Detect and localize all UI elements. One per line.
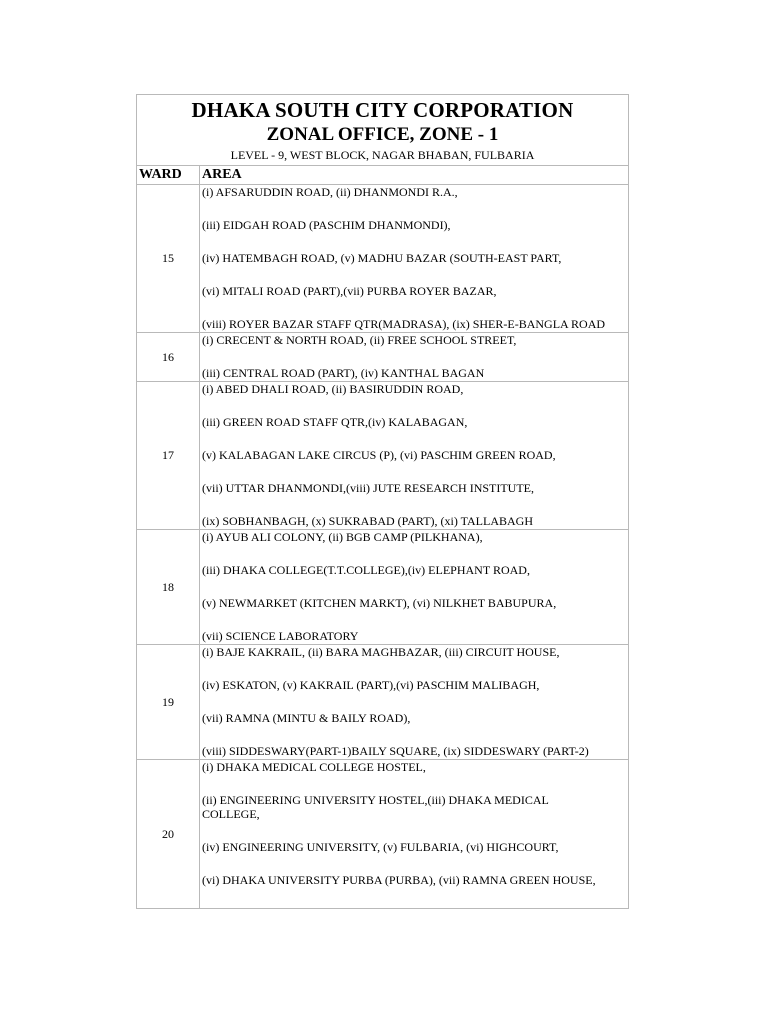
table-row — [137, 382, 629, 530]
area-line: COLLEGE, — [202, 807, 260, 821]
ward-number: 19 — [137, 645, 200, 760]
area-line: (i) AFSARUDDIN ROAD, (ii) DHANMONDI R.A., — [202, 185, 458, 199]
area-line: (iv) ESKATON, (v) KAKRAIL (PART),(vi) PASCHIM MALIBAGH, — [202, 678, 540, 692]
area-line: (v) NEWMARKET (KITCHEN MARKT), (vi) NILKHET BABUPURA, — [202, 596, 557, 610]
document-subtitle: ZONAL OFFICE, ZONE - 1 — [266, 124, 499, 145]
area-line: (iv) HATEMBAGH ROAD, (v) MADHU BAZAR (SOUTH-EAST PART, — [202, 251, 562, 265]
area-line: (v) KALABAGAN LAKE CIRCUS (P), (vi) PASCHIM GREEN ROAD, — [202, 448, 556, 462]
area-list — [200, 333, 629, 382]
ward-number: 15 — [137, 185, 200, 333]
area-line: (i) AYUB ALI COLONY, (ii) BGB CAMP (PILKHANA), — [202, 530, 483, 544]
ward-number: 16 — [137, 333, 200, 382]
area-line: (viii) SIDDESWARY(PART-1)BAILY SQUARE, (ix) SIDDESWARY (PART-2) — [202, 744, 589, 758]
area-line: (ii) ENGINEERING UNIVERSITY HOSTEL,(iii) DHAKA MEDICAL — [202, 793, 549, 807]
area-list — [200, 185, 629, 333]
column-header-row — [137, 166, 629, 185]
area-line: (vi) MITALI ROAD (PART),(vii) PURBA ROYER BAZAR, — [202, 284, 497, 298]
header-row — [137, 95, 629, 166]
table-row — [137, 530, 629, 645]
table-row — [137, 333, 629, 382]
area-line: (vii) RAMNA (MINTU & BAILY ROAD), — [202, 711, 411, 725]
area-line: (iii) GREEN ROAD STAFF QTR,(iv) KALABAGAN, — [202, 415, 468, 429]
document-title: DHAKA SOUTH CITY CORPORATION — [191, 98, 574, 122]
office-address: LEVEL - 9, WEST BLOCK, NAGAR BHABAN, FULBARIA — [230, 148, 535, 162]
area-line: (vi) DHAKA UNIVERSITY PURBA (PURBA), (vii) RAMNA GREEN HOUSE, — [202, 873, 596, 887]
area-line: (vii) UTTAR DHANMONDI,(viii) JUTE RESEARCH INSTITUTE, — [202, 481, 535, 495]
ward-number: 20 — [137, 760, 200, 909]
table-row — [137, 645, 629, 760]
area-line: (ix) SOBHANBAGH, (x) SUKRABAD (PART), (xi) TALLABAGH — [202, 514, 533, 528]
area-line: (viii) ROYER BAZAR STAFF QTR(MADRASA), (ix) SHER-E-BANGLA ROAD — [202, 317, 606, 331]
area-list — [200, 760, 629, 909]
area-line: (i) CRECENT & NORTH ROAD, (ii) FREE SCHOOL STREET, — [202, 333, 517, 347]
table-row — [137, 185, 629, 333]
area-list — [200, 382, 629, 530]
area-list — [200, 530, 629, 645]
area-line: (i) ABED DHALI ROAD, (ii) BASIRUDDIN ROAD, — [202, 382, 464, 396]
document-page — [136, 94, 629, 909]
table-row — [137, 760, 629, 909]
area-line: (i) BAJE KAKRAIL, (ii) BARA MAGHBAZAR, (iii) CIRCUIT HOUSE, — [202, 645, 560, 659]
ward-number: 17 — [137, 382, 200, 530]
ward-column-header: WARD — [137, 166, 200, 185]
area-line: (vii) SCIENCE LABORATORY — [202, 629, 359, 643]
area-line-wrapped — [202, 793, 627, 821]
area-line: (i) DHAKA MEDICAL COLLEGE HOSTEL, — [202, 760, 426, 774]
area-column-header: AREA — [200, 166, 629, 185]
header-cell — [137, 95, 629, 166]
ward-area-table — [136, 94, 629, 909]
area-line: (iii) DHAKA COLLEGE(T.T.COLLEGE),(iv) ELEPHANT ROAD, — [202, 563, 530, 577]
area-line: (iii) EIDGAH ROAD (PASCHIM DHANMONDI), — [202, 218, 451, 232]
area-line: (iv) ENGINEERING UNIVERSITY, (v) FULBARIA, (vi) HIGHCOURT, — [202, 840, 559, 854]
area-list — [200, 645, 629, 760]
area-line: (iii) CENTRAL ROAD (PART), (iv) KANTHAL BAGAN — [202, 366, 485, 380]
ward-number: 18 — [137, 530, 200, 645]
